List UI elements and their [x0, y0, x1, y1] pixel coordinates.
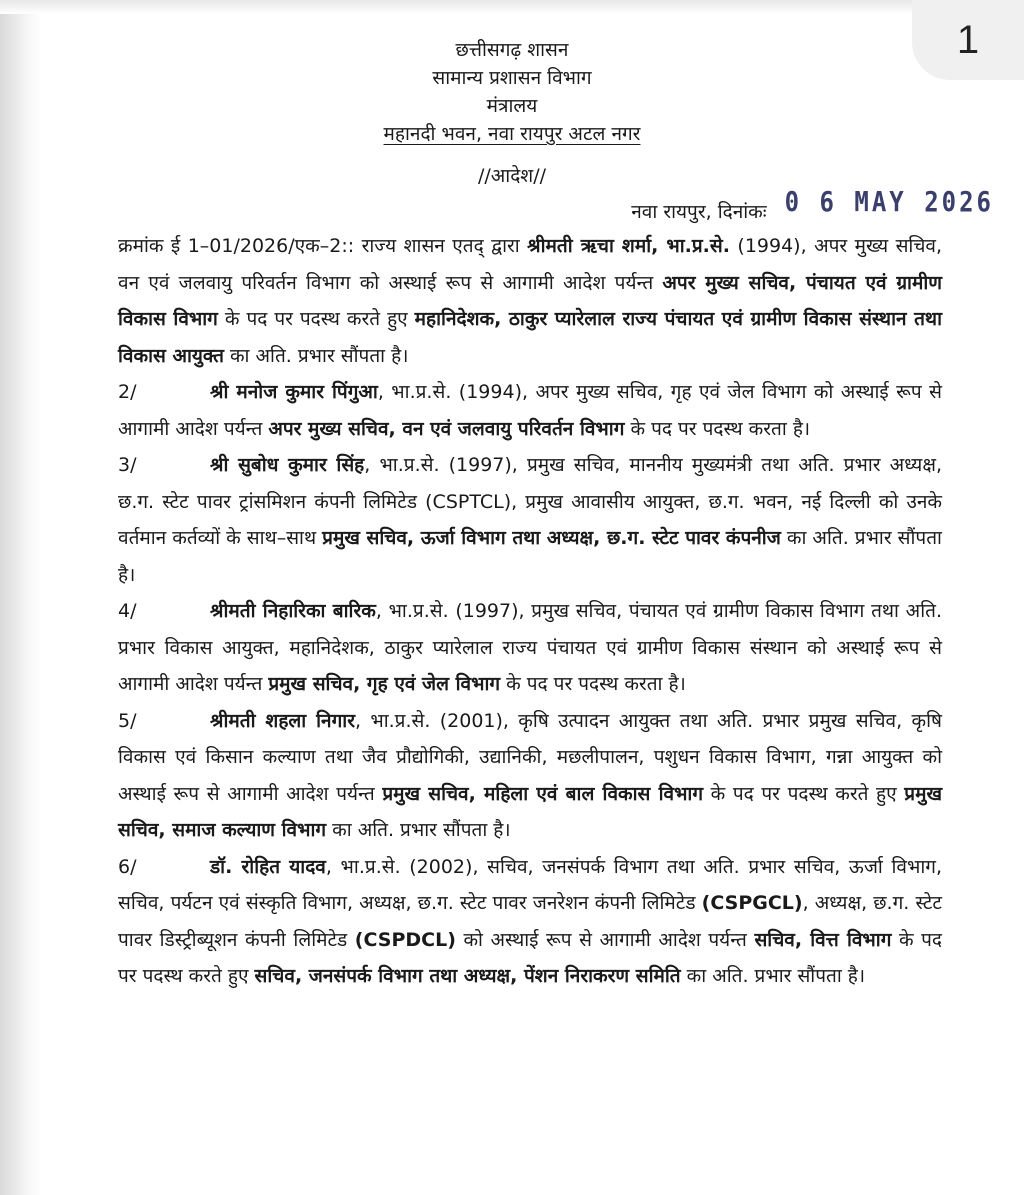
p6-text: , भा.प्र.से. (2002), सचिव, जनसंपर्क विभाग तथा अति. प्रभार सचिव, ऊर्जा विभाग, सचिव, पर्यटन एवं संस्कृति विभाग, अध्यक्ष, छ.ग. स्टेट पावर जनरेशन कंपनी लिमिटेड	[118, 855, 942, 914]
office-address: महानदी भवन, नवा रायपुर अटल नगर	[383, 123, 641, 145]
p3-text: , भा.प्र.से. (1997), प्रमुख सचिव, माननीय मुख्यमंत्री तथा अति. प्रभार अध्यक्ष, छ.ग. स्टेट पावर ट्रांसमिशन कंपनी लिमिटेड (CSPTCL), प्रमुख आवासीय आयुक्त, छ.ग. भवन, नई दिल्ली को उनके वर्तमान कर्तव्यों के साथ–साथ	[118, 454, 942, 549]
paragraph-2	[118, 374, 942, 447]
p3-officer-name: श्री सुबोध कुमार सिंह	[210, 454, 365, 476]
order-title: //आदेश//	[477, 165, 547, 187]
p1-text: के पद पर पदस्थ करते हुए	[217, 308, 415, 330]
p2-text: के पद पर पदस्थ करता है।	[624, 417, 811, 440]
p6-new-post: सचिव, वित्त विभाग	[754, 928, 892, 951]
date-stamp: 0 6 MAY 2026	[784, 185, 994, 219]
p5-new-post: प्रमुख सचिव, महिला एवं बाल विकास विभाग	[382, 782, 704, 805]
p1-text: क्रमांक ई 1–01/2026/एक–2:: राज्य शासन एतद् द्वारा	[118, 235, 528, 257]
p5-text: के पद पर पदस्थ करते हुए	[703, 782, 905, 805]
p4-text: , भा.प्र.से. (1997), प्रमुख सचिव, पंचायत एवं ग्रामीण विकास विभाग तथा अति. प्रभार विकास आयुक्त, महानिदेशक, ठाकुर प्यारेलाल राज्य पंचायत एवं ग्रामीण विकास संस्थान को अस्थाई रूप से आगामी आदेश पर्यन्त	[118, 600, 942, 695]
p5-officer-name: श्रीमती शहला निगार	[210, 709, 355, 732]
p4-text: के पद पर पदस्थ करता है।	[500, 673, 686, 695]
paragraph-5	[118, 703, 942, 849]
paragraph-number: 3/	[118, 454, 137, 476]
date-line	[631, 180, 994, 224]
p4-officer-name: श्रीमती निहारिका बारिक	[210, 600, 376, 622]
p3-text: का अति. प्रभार सौंपता है।	[118, 527, 942, 586]
govt-name: छत्तीसगढ़ शासन	[455, 39, 569, 61]
p6-text: , अध्यक्ष, छ.ग. स्टेट पावर डिस्ट्रीब्यूशन कंपनी लिमिटेड	[118, 892, 943, 951]
paragraph-number: 4/	[118, 600, 137, 622]
paragraph-number: 2/	[118, 381, 137, 403]
order-body	[118, 228, 942, 995]
p2-text: , भा.प्र.से. (1994), अपर मुख्य सचिव, गृह एवं जेल विभाग को अस्थाई रूप से आगामी आदेश पर्यन्त	[118, 381, 942, 440]
paragraph-1	[118, 228, 942, 374]
p3-new-post: प्रमुख सचिव, ऊर्जा विभाग तथा अध्यक्ष, छ.ग. स्टेट पावर कंपनीज	[322, 527, 781, 549]
p1-new-post: अपर मुख्य सचिव, पंचायत एवं ग्रामीण विकास विभाग	[118, 271, 942, 330]
p6-officer-name: डॉ. रोहित यादव	[210, 855, 326, 878]
p2-new-post: अपर मुख्य सचिव, वन एवं जलवायु परिवर्तन विभाग	[268, 417, 625, 440]
paragraph-number: 5/	[118, 709, 137, 732]
paragraph-4	[118, 593, 942, 703]
ministry-name: मंत्रालय	[486, 95, 538, 117]
paragraph-number: 6/	[118, 855, 137, 878]
p6-text: को अस्थाई रूप से आगामी आदेश पर्यन्त	[455, 928, 755, 951]
p6-text: के पद पर पदस्थ करते हुए	[118, 928, 942, 987]
p4-new-post: प्रमुख सचिव, गृह एवं जेल विभाग	[268, 673, 501, 695]
p6-additional-charge: सचिव, जनसंपर्क विभाग तथा अध्यक्ष, पेंशन निराकरण समिति	[254, 965, 681, 987]
p5-text: का अति. प्रभार सौंपता है।	[326, 819, 511, 841]
scan-shadow-top	[0, 0, 1024, 14]
p6-text: का अति. प्रभार सौंपता है।	[680, 965, 866, 987]
date-label: नवा रायपुर, दिनांकः	[631, 201, 767, 223]
p1-officer-name: श्रीमती ऋचा शर्मा, भा.प्र.से.	[527, 235, 730, 257]
paragraph-6	[118, 849, 942, 995]
p2-officer-name: श्री मनोज कुमार पिंगुआ	[210, 381, 378, 403]
p1-text: (1994), अपर मुख्य सचिव, वन एवं जलवायु परिवर्तन विभाग को अस्थाई रूप से आगामी आदेश पर्यन्त	[118, 235, 943, 294]
paragraph-3	[118, 447, 942, 593]
p6-company-code: (CSPGCL)	[701, 892, 803, 914]
department-name: सामान्य प्रशासन विभाग	[432, 67, 592, 89]
p5-additional-charge: प्रमुख सचिव, समाज कल्याण विभाग	[118, 782, 942, 841]
p5-text: , भा.प्र.से. (2001), कृषि उत्पादन आयुक्त तथा अति. प्रभार प्रमुख सचिव, कृषि विकास एवं किसान कल्याण तथा जैव प्रौद्योगिकी, उद्यानिकी, मछलीपालन, पशुधन विकास विभाग, गन्ना आयुक्त को अस्थाई रूप से आगामी आदेश पर्यन्त	[118, 709, 942, 805]
p1-additional-charge: महानिदेशक, ठाकुर प्यारेलाल राज्य पंचायत एवं ग्रामीण विकास संस्थान तथा विकास आयुक्त	[118, 308, 942, 367]
p1-text: का अति. प्रभार सौंपता है।	[223, 344, 409, 367]
letterhead	[0, 36, 1024, 148]
p6-company-code: (CSPDCL)	[354, 928, 456, 951]
page-number: 1	[956, 17, 980, 62]
